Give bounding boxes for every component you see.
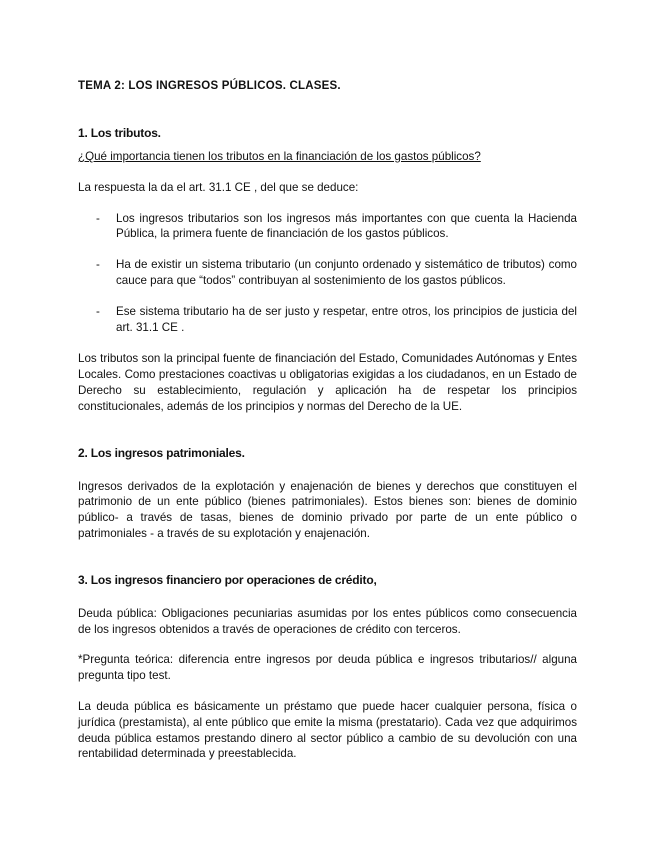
closing-paragraph: Los tributos son la principal fuente de financiación del Estado, Comunidades Autónomas y Entes Locales. Como prestaciones coactivas u obligatorias exigidas a los ciudadanos, en un Estado de Derecho su establecimiento, regulación y aplicación ha de respetar los principios constitucionales, además de los principios y normas del Derecho de la UE. xyxy=(78,352,577,413)
bullet-list xyxy=(78,211,577,336)
section-credito xyxy=(78,573,577,762)
section-tributos xyxy=(78,126,577,415)
dash-marker: - xyxy=(96,258,100,272)
paragraph: *Pregunta teórica: diferencia entre ingresos por deuda pública e ingresos tributarios// alguna pregunta tipo test. xyxy=(78,653,577,683)
question-text: ¿Qué importancia tienen los tributos en la financiación de los gastos públicos? xyxy=(78,150,481,163)
dash-marker: - xyxy=(96,304,100,318)
section-patrimoniales xyxy=(78,446,577,542)
bullet-text: Ese sistema tributario ha de ser justo y respetar, entre otros, los principios de justicia del art. 31.1 CE . xyxy=(116,304,577,334)
bullet-item xyxy=(78,257,577,289)
paragraph: Ingresos derivados de la explotación y enajenación de bienes y derechos que constituyen el patrimonio de un ente público (bienes patrimoniales). Estos bienes son: bienes de dominio público- a través de tasas, bienes de dominio privado por parte de un ente público o patrimoniales - a través de su explotación y enajenación. xyxy=(78,479,577,540)
bullet-text: Los ingresos tributarios son los ingresos más importantes con que cuenta la Hacienda Pública, la primera fuente de financiación de los gastos públicos. xyxy=(116,211,577,241)
paragraph: La deuda pública es básicamente un préstamo que puede hacer cualquier persona, física o jurídica (prestamista), al ente público que emite la misma (prestatario). Cada vez que adquirimos deuda pública estamos prestando dinero al sector público a cambio de su devolución con una rentabilidad determinada y preestablecida. xyxy=(78,699,577,761)
intro-text: La respuesta la da el art. 31.1 CE , del que se deduce: xyxy=(78,180,359,194)
dash-marker: - xyxy=(96,211,100,225)
section-heading: 3. Los ingresos financiero por operaciones de crédito, xyxy=(78,572,377,587)
paragraph: Deuda pública: Obligaciones pecuniarias asumidas por los entes públicos como consecuencia de los ingresos obtenidos a través de operaciones de crédito con terceros. xyxy=(78,606,577,636)
bullet-item xyxy=(78,211,577,243)
document-title: TEMA 2: LOS INGRESOS PÚBLICOS. CLASES. xyxy=(78,80,341,92)
bullet-text: Ha de existir un sistema tributario (un conjunto ordenado y sistemático de tributos) como cauce para que “todos” contribuyan al sostenimiento de los gastos públicos. xyxy=(116,258,577,287)
bullet-item xyxy=(78,304,577,336)
section-heading: 2. Los ingresos patrimoniales. xyxy=(78,445,245,460)
section-heading: 1. Los tributos. xyxy=(78,126,161,140)
